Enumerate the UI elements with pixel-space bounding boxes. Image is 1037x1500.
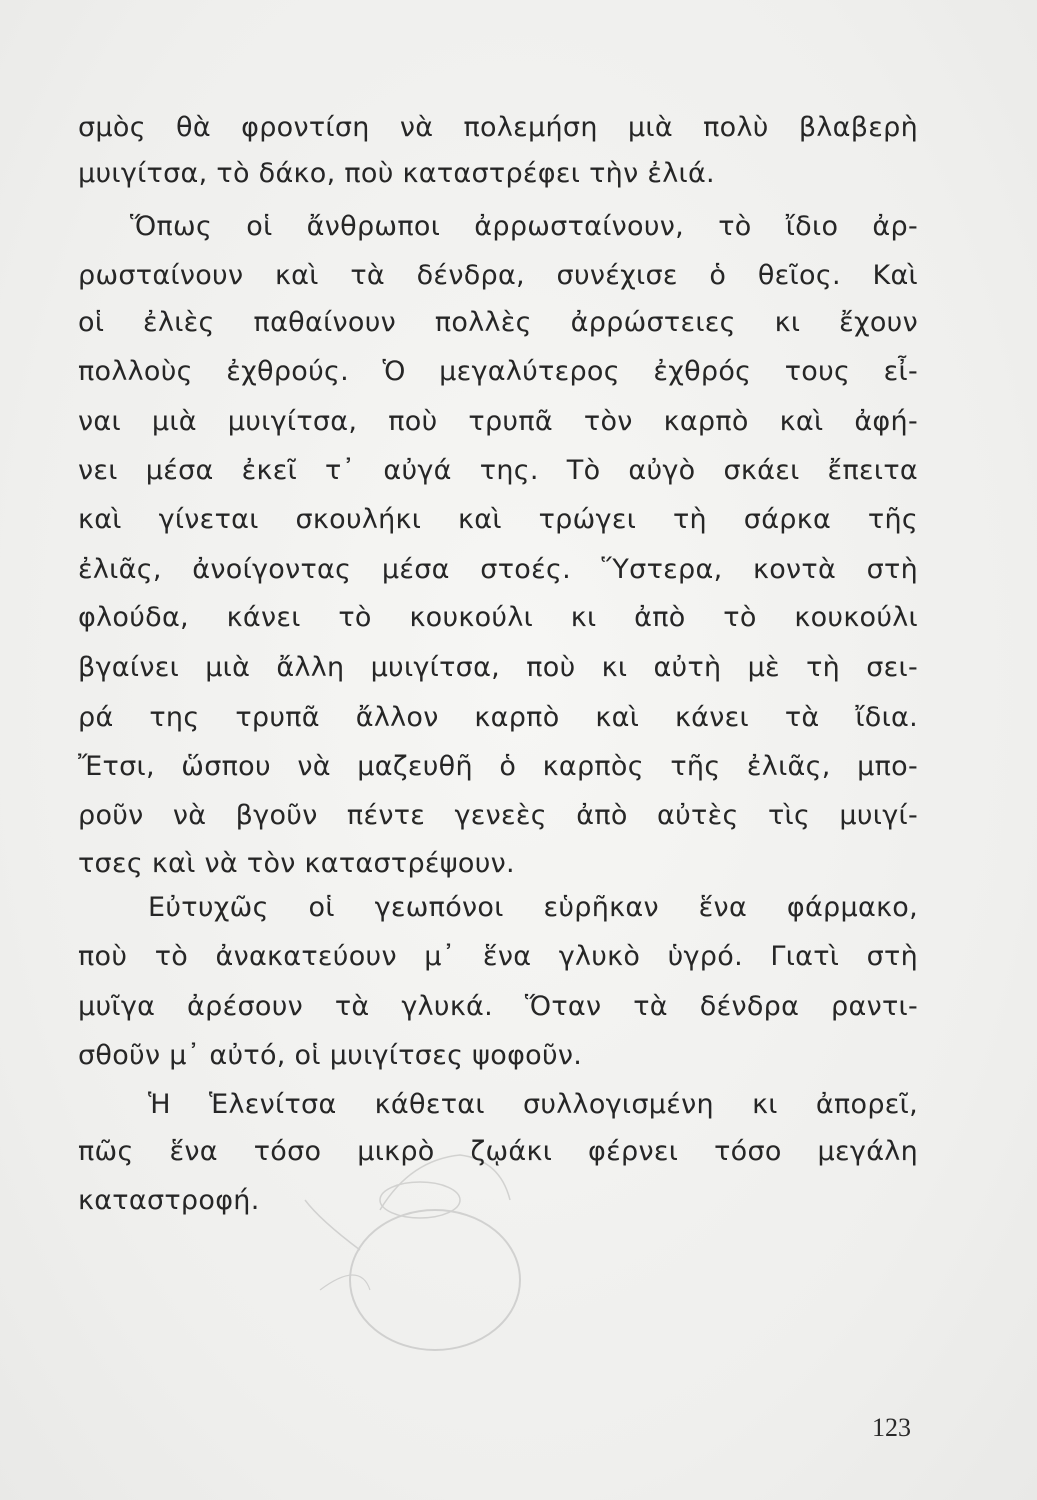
- text-line: ποὺ τὸ ἀνακατεύουν μ᾽ ἕνα γλυκὸ ὑγρό. Γιατὶ στὴ: [78, 941, 918, 972]
- text-line: Ὅπως οἱ ἄνθρωποι ἀρρωσταίνουν, τὸ ἴδιο ἀρ-: [130, 211, 918, 242]
- text-line: πολλοὺς ἐχθρούς. Ὁ μεγαλύτερος ἐχθρός τους εἶ-: [78, 356, 918, 387]
- text-line: ρά της τρυπᾶ ἄλλον καρπὸ καὶ κάνει τὰ ἴδια.: [78, 702, 918, 733]
- text-line: οἱ ἐλιὲς παθαίνουν πολλὲς ἀρρώστειες κι ἔχουν: [78, 307, 918, 338]
- text-line: ἐλιᾶς, ἀνοίγοντας μέσα στοές. Ὕστερα, κοντὰ στὴ: [78, 554, 918, 585]
- text-line: σμὸς θὰ φροντίση νὰ πολεμήση μιὰ πολὺ βλαβερὴ: [78, 112, 918, 143]
- text-line: τσες καὶ νὰ τὸν καταστρέψουν.: [78, 848, 515, 879]
- text-line: βγαίνει μιὰ ἄλλη μυιγίτσα, ποὺ κι αὐτὴ μὲ τὴ σει-: [78, 652, 918, 683]
- text-line: ναι μιὰ μυιγίτσα, ποὺ τρυπᾶ τὸν καρπὸ καὶ ἀφή-: [78, 406, 918, 437]
- text-line: Ἡ Ἑλενίτσα κάθεται συλλογισμένη κι ἀπορεῖ,: [148, 1089, 918, 1120]
- olive-fly-illustration-bleedthrough: [300, 1140, 560, 1360]
- text-line: νει μέσα ἐκεῖ τ᾽ αὐγά της. Τὸ αὐγὸ σκάει ἔπειτα: [78, 455, 918, 486]
- page-number: 123: [872, 1413, 911, 1442]
- text-line: καὶ γίνεται σκουλήκι καὶ τρώγει τὴ σάρκα τῆς: [78, 504, 918, 535]
- text-line: Ἔτσι, ὥσπου νὰ μαζευθῆ ὁ καρπὸς τῆς ἐλιᾶς, μπο-: [78, 751, 918, 782]
- text-line: σθοῦν μ᾽ αὐτό, οἱ μυιγίτσες ψοφοῦν.: [78, 1040, 583, 1071]
- text-line: ρωσταίνουν καὶ τὰ δένδρα, συνέχισε ὁ θεῖος. Καὶ: [78, 260, 918, 291]
- text-line: ροῦν νὰ βγοῦν πέντε γενεὲς ἀπὸ αὐτὲς τὶς μυιγί-: [78, 800, 918, 831]
- text-line: φλούδα, κάνει τὸ κουκούλι κι ἀπὸ τὸ κουκούλι: [78, 602, 918, 633]
- text-line: Εὐτυχῶς οἱ γεωπόνοι εὑρῆκαν ἕνα φάρμακο,: [148, 892, 918, 923]
- text-line: μυιγίτσα, τὸ δάκο, ποὺ καταστρέφει τὴν ἐλιά.: [78, 158, 715, 189]
- text-line: πῶς ἕνα τόσο μικρὸ ζῳάκι φέρνει τόσο μεγάλη: [78, 1136, 918, 1167]
- text-line: μυῖγα ἀρέσουν τὰ γλυκά. Ὅταν τὰ δένδρα ραντι-: [78, 991, 918, 1022]
- text-line: καταστροφή.: [78, 1185, 260, 1216]
